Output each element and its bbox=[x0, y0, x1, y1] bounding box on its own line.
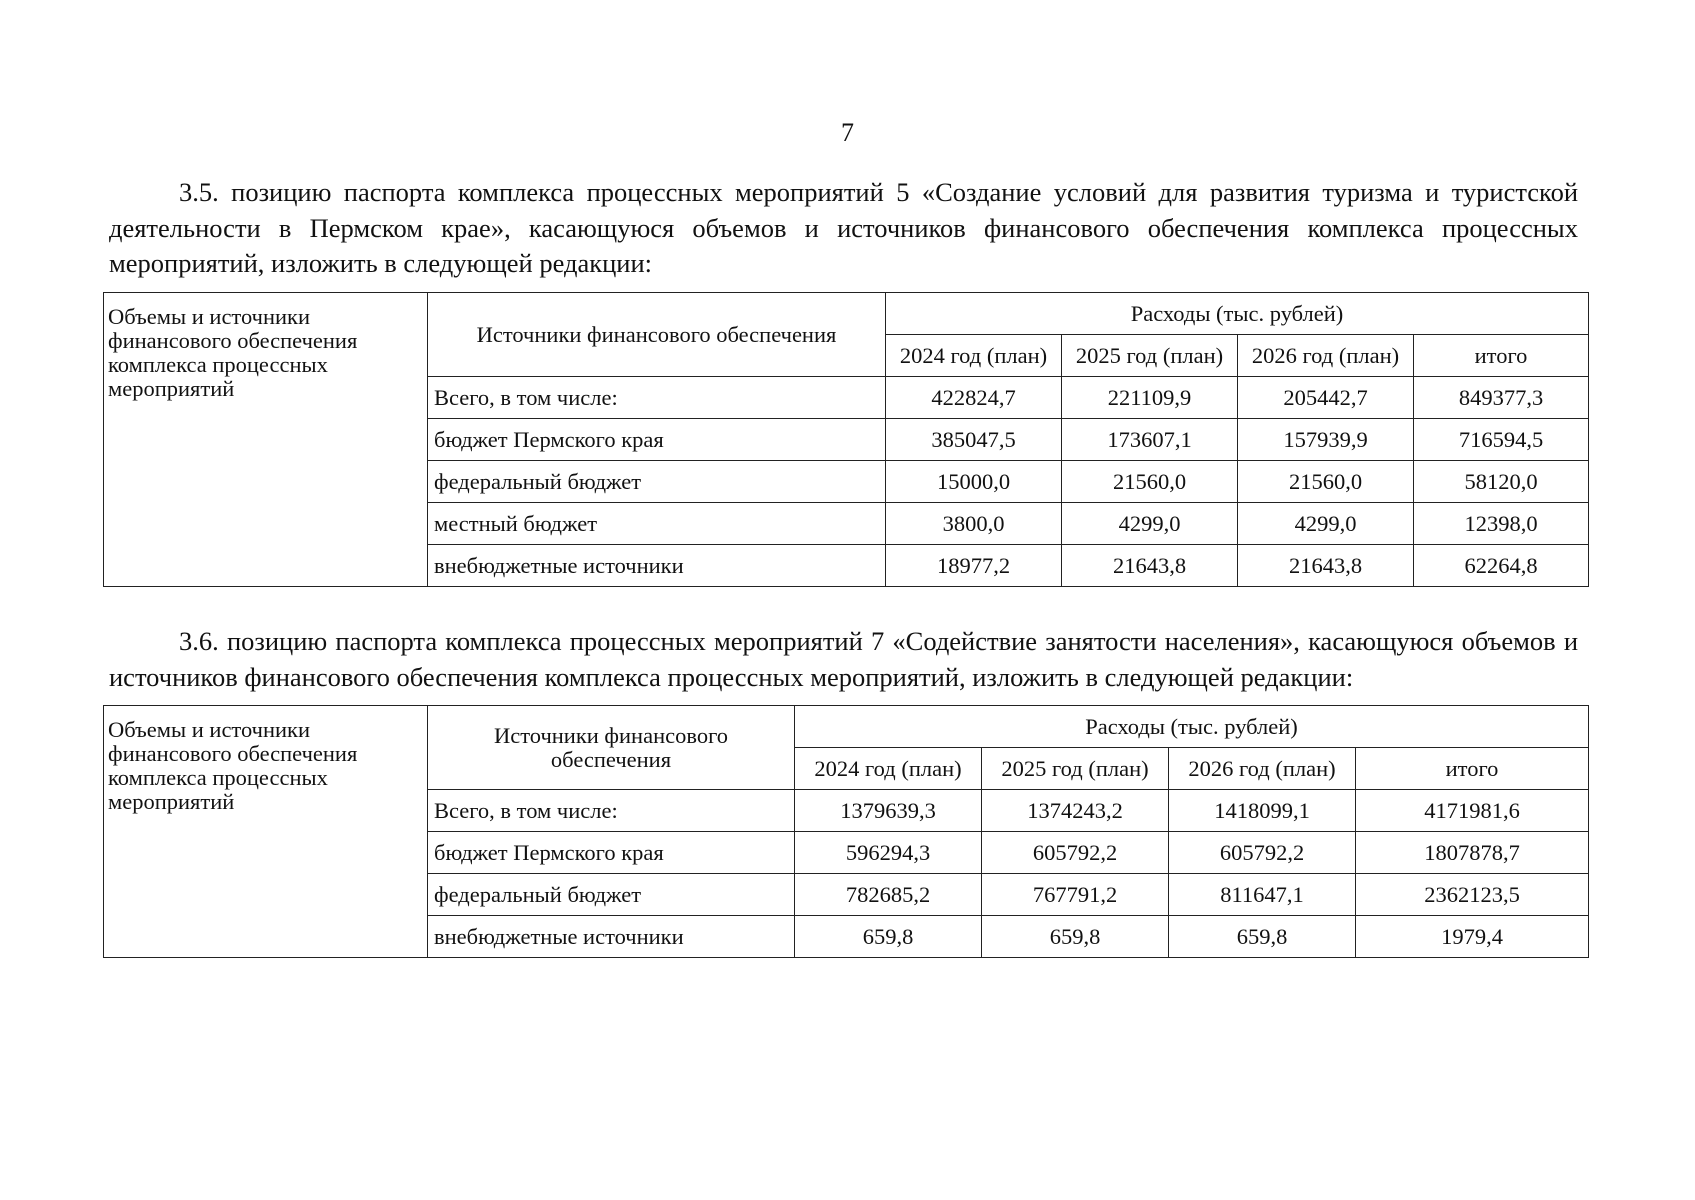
value-cell: 58120,0 bbox=[1414, 461, 1589, 503]
page-number: 7 bbox=[841, 118, 854, 147]
source-cell: федеральный бюджет bbox=[428, 461, 886, 503]
source-cell: федеральный бюджет bbox=[428, 874, 795, 916]
column-header: 2025 год (план) bbox=[1062, 335, 1238, 377]
column-header: 2025 год (план) bbox=[982, 748, 1169, 790]
section-number: 3.6. bbox=[179, 626, 219, 656]
source-cell: Всего, в том числе: bbox=[428, 377, 886, 419]
value-cell: 1379639,3 bbox=[795, 790, 982, 832]
value-cell: 811647,1 bbox=[1169, 874, 1356, 916]
value-cell: 21560,0 bbox=[1062, 461, 1238, 503]
value-cell: 12398,0 bbox=[1414, 503, 1589, 545]
row-label-cell: Объемы и источники финансового обеспечения комплекса процессных мероприятий bbox=[104, 706, 428, 958]
source-header: Источники финансового обеспечения bbox=[428, 706, 795, 790]
financing-table-3-5 bbox=[103, 292, 1589, 587]
value-cell: 21560,0 bbox=[1238, 461, 1414, 503]
column-header: 2024 год (план) bbox=[886, 335, 1062, 377]
value-cell: 173607,1 bbox=[1062, 419, 1238, 461]
source-cell: бюджет Пермского края bbox=[428, 419, 886, 461]
value-cell: 62264,8 bbox=[1414, 545, 1589, 587]
value-cell: 221109,9 bbox=[1062, 377, 1238, 419]
row-label-cell: Объемы и источники финансового обеспечения комплекса процессных мероприятий bbox=[104, 293, 428, 587]
source-cell: Всего, в том числе: bbox=[428, 790, 795, 832]
source-header: Источники финансового обеспечения bbox=[428, 293, 886, 377]
value-cell: 21643,8 bbox=[1238, 545, 1414, 587]
value-cell: 605792,2 bbox=[982, 832, 1169, 874]
value-cell: 1418099,1 bbox=[1169, 790, 1356, 832]
column-header: 2024 год (план) bbox=[795, 748, 982, 790]
value-cell: 4299,0 bbox=[1238, 503, 1414, 545]
value-cell: 2362123,5 bbox=[1356, 874, 1589, 916]
source-cell: внебюджетные источники bbox=[428, 545, 886, 587]
source-cell: местный бюджет bbox=[428, 503, 886, 545]
value-cell: 596294,3 bbox=[795, 832, 982, 874]
value-cell: 157939,9 bbox=[1238, 419, 1414, 461]
value-cell: 605792,2 bbox=[1169, 832, 1356, 874]
value-cell: 767791,2 bbox=[982, 874, 1169, 916]
value-cell: 4171981,6 bbox=[1356, 790, 1589, 832]
value-cell: 716594,5 bbox=[1414, 419, 1589, 461]
section-number: 3.5. bbox=[179, 177, 219, 207]
value-cell: 1374243,2 bbox=[982, 790, 1169, 832]
column-header: итого bbox=[1414, 335, 1589, 377]
financing-table-3-6 bbox=[103, 705, 1589, 958]
value-cell: 1979,4 bbox=[1356, 916, 1589, 958]
value-cell: 1807878,7 bbox=[1356, 832, 1589, 874]
source-cell: бюджет Пермского края bbox=[428, 832, 795, 874]
source-cell: внебюджетные источники bbox=[428, 916, 795, 958]
expenses-header: Расходы (тыс. рублей) bbox=[795, 706, 1589, 748]
value-cell: 4299,0 bbox=[1062, 503, 1238, 545]
value-cell: 21643,8 bbox=[1062, 545, 1238, 587]
value-cell: 18977,2 bbox=[886, 545, 1062, 587]
paragraph-text: позицию паспорта комплекса процессных мероприятий 5 «Создание условий для развития туризма и туристской деятельности в Пермском крае», касающуюся объемов и источников финансового обеспечения комплекса процессных мероприятий, изложить в следующей редакции: bbox=[109, 177, 1578, 278]
column-header: итого bbox=[1356, 748, 1589, 790]
value-cell: 659,8 bbox=[795, 916, 982, 958]
paragraph-text: позицию паспорта комплекса процессных мероприятий 7 «Содействие занятости населения», касающуюся объемов и источников финансового обеспечения комплекса процессных мероприятий, изложить в следующей редакции: bbox=[109, 626, 1579, 692]
value-cell: 422824,7 bbox=[886, 377, 1062, 419]
column-header: 2026 год (план) bbox=[1238, 335, 1414, 377]
value-cell: 385047,5 bbox=[886, 419, 1062, 461]
value-cell: 15000,0 bbox=[886, 461, 1062, 503]
value-cell: 659,8 bbox=[1169, 916, 1356, 958]
column-header: 2026 год (план) bbox=[1169, 748, 1356, 790]
section-3-6-paragraph bbox=[109, 624, 1578, 695]
value-cell: 205442,7 bbox=[1238, 377, 1414, 419]
expenses-header: Расходы (тыс. рублей) bbox=[886, 293, 1589, 335]
value-cell: 849377,3 bbox=[1414, 377, 1589, 419]
value-cell: 659,8 bbox=[982, 916, 1169, 958]
section-3-5-paragraph bbox=[109, 175, 1578, 282]
value-cell: 782685,2 bbox=[795, 874, 982, 916]
value-cell: 3800,0 bbox=[886, 503, 1062, 545]
